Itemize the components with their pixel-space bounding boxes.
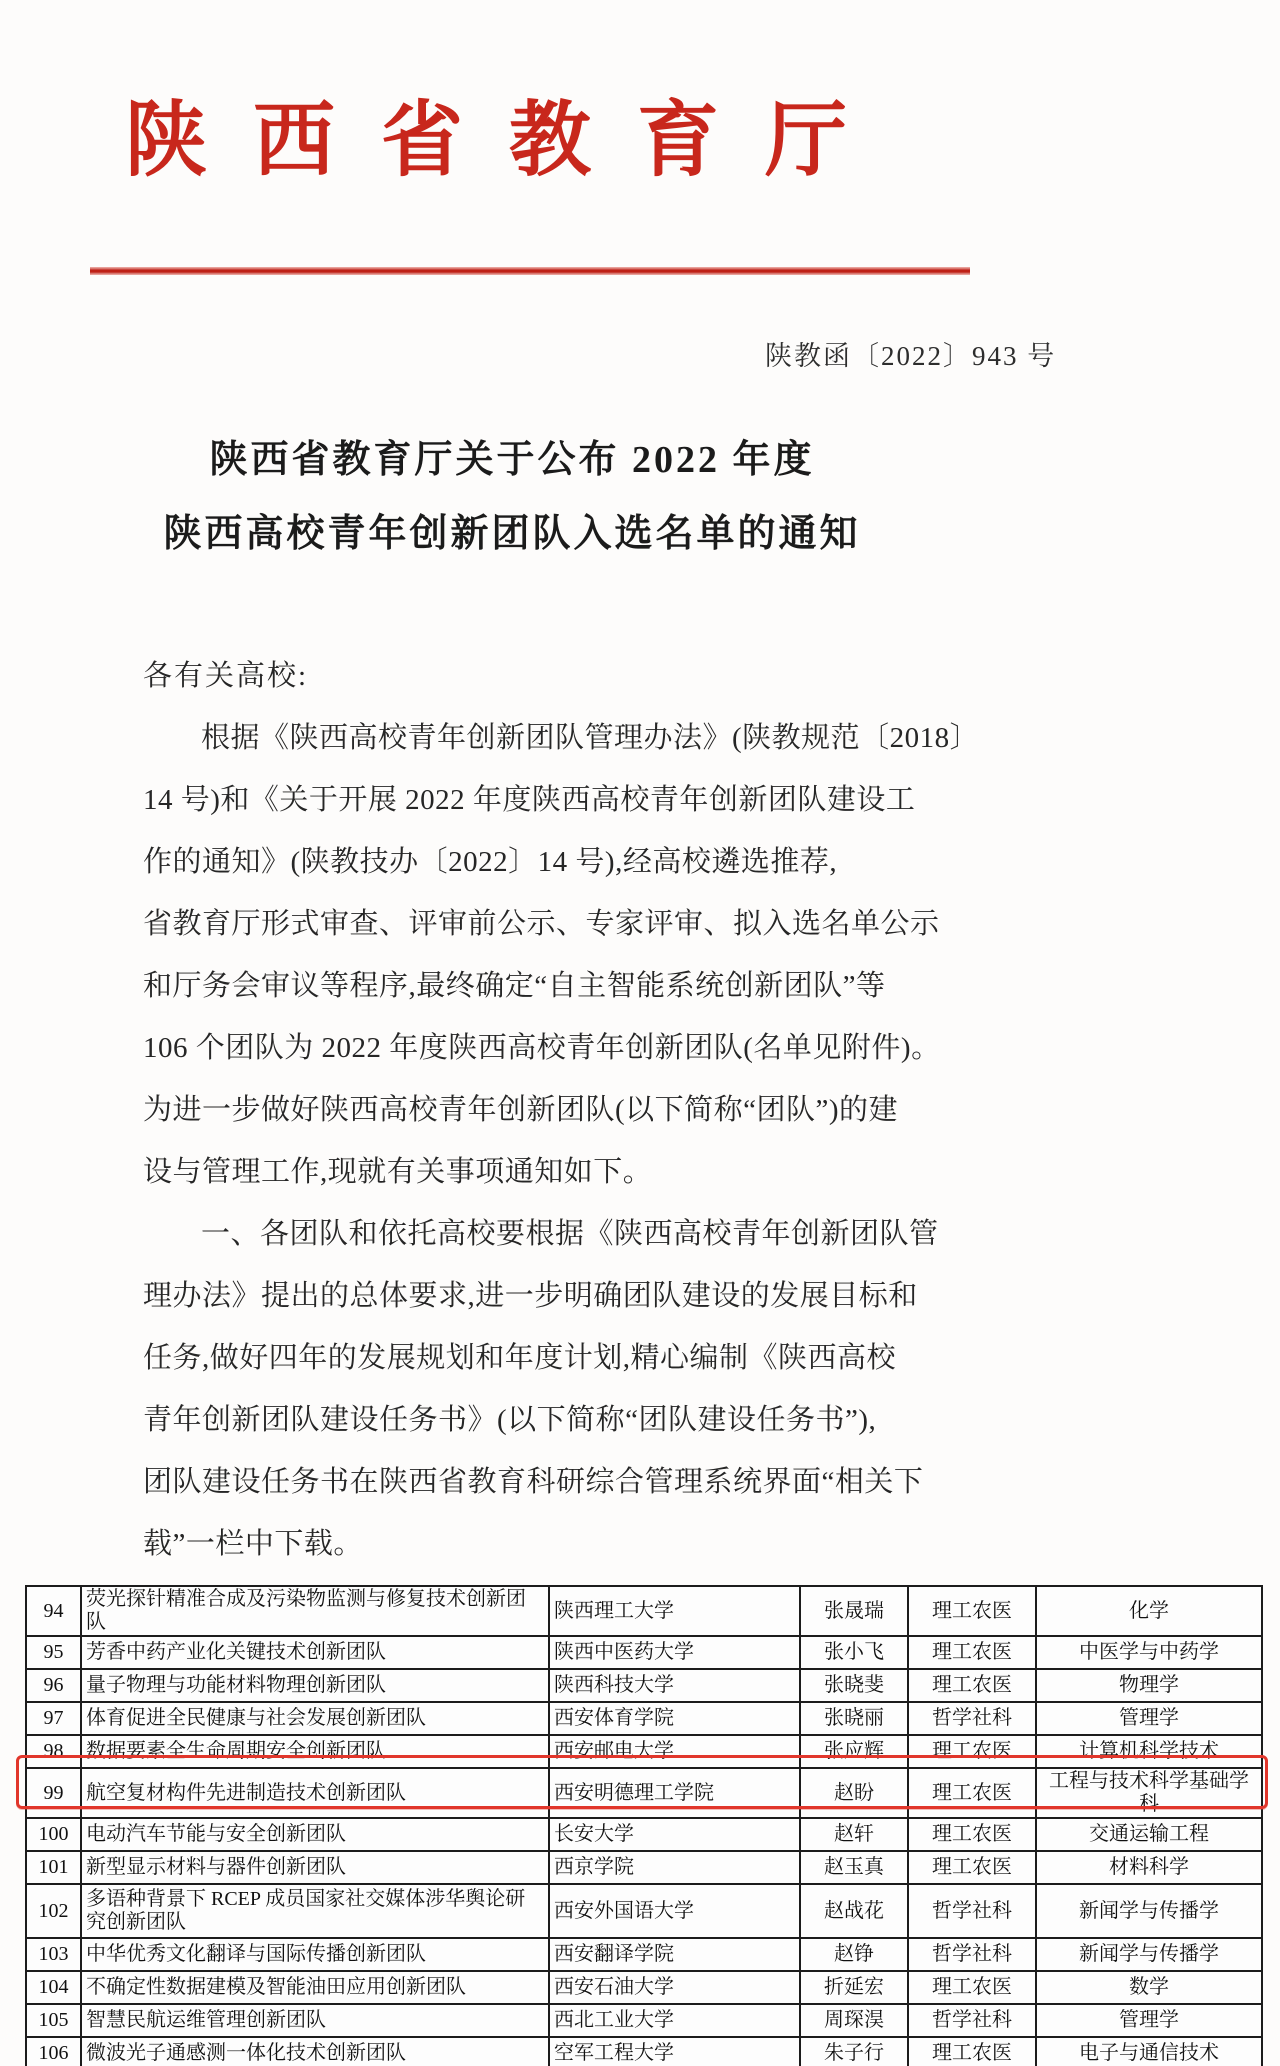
cell-university: 西安邮电大学 — [549, 1735, 800, 1768]
cell-category: 理工农医 — [908, 1735, 1036, 1768]
cell-category: 理工农医 — [908, 1971, 1036, 2004]
cell-category: 理工农医 — [908, 1818, 1036, 1851]
cell-university: 空军工程大学 — [549, 2037, 800, 2066]
cell-row-number: 103 — [26, 1938, 81, 1971]
cell-category: 理工农医 — [908, 1768, 1036, 1818]
cell-team-name: 微波光子通感测一体化技术创新团队 — [81, 2037, 549, 2066]
cell-discipline: 材料科学 — [1036, 1851, 1262, 1884]
letter-body — [143, 645, 980, 1575]
body-line-11: 任务,做好四年的发展规划和年度计划,精心编制《陕西高校 — [143, 1342, 897, 1374]
body-line-4: 省教育厅形式审查、评审前公示、专家评审、拟入选名单公示 — [143, 908, 940, 940]
cell-row-number: 106 — [26, 2037, 81, 2066]
table-row-97 — [26, 1702, 1262, 1735]
cell-category: 理工农医 — [908, 1586, 1036, 1636]
body-line-1: 根据《陕西高校青年创新团队管理办法》(陕教规范〔2018〕 — [201, 722, 980, 754]
cell-category: 哲学社科 — [908, 1938, 1036, 1971]
body-line-3: 作的通知》(陕教技办〔2022〕14 号),经高校遴选推荐, — [143, 846, 838, 878]
cell-discipline: 数学 — [1036, 1971, 1262, 2004]
cell-row-number: 97 — [26, 1702, 81, 1735]
cell-discipline: 交通运输工程 — [1036, 1818, 1262, 1851]
body-line-12: 青年创新团队建设任务书》(以下简称“团队建设任务书”), — [143, 1404, 877, 1436]
table-row-96 — [26, 1669, 1262, 1702]
body-line-9: 一、各团队和依托高校要根据《陕西高校青年创新团队管 — [201, 1218, 939, 1250]
table-row-106 — [26, 2037, 1262, 2066]
cell-row-number: 98 — [26, 1735, 81, 1768]
cell-university: 西北工业大学 — [549, 2004, 800, 2037]
body-line-5: 和厅务会审议等程序,最终确定“自主智能系统创新团队”等 — [143, 970, 886, 1002]
body-line-14: 载”一栏中下载。 — [143, 1528, 363, 1560]
body-line-7: 为进一步做好陕西高校青年创新团队(以下简称“团队”)的建 — [143, 1094, 899, 1126]
cell-team-name: 数据要素全生命周期安全创新团队 — [81, 1735, 549, 1768]
letterhead-divider-rule — [90, 267, 970, 275]
cell-team-name: 芳香中药产业化关键技术创新团队 — [81, 1636, 549, 1669]
cell-row-number: 95 — [26, 1636, 81, 1669]
body-line-8: 设与管理工作,现就有关事项通知如下。 — [143, 1156, 653, 1188]
cell-category: 哲学社科 — [908, 2004, 1036, 2037]
cell-discipline: 管理学 — [1036, 1702, 1262, 1735]
cell-row-number: 105 — [26, 2004, 81, 2037]
cell-row-number: 96 — [26, 1669, 81, 1702]
table-row-103 — [26, 1938, 1262, 1971]
cell-team-name: 电动汽车节能与安全创新团队 — [81, 1818, 549, 1851]
cell-team-name: 体育促进全民健康与社会发展创新团队 — [81, 1702, 549, 1735]
document-number: 陕教函〔2022〕943 号 — [765, 341, 1057, 371]
cell-leader: 赵铮 — [800, 1938, 908, 1971]
cell-university: 陕西科技大学 — [549, 1669, 800, 1702]
notice-title-line2: 陕西高校青年创新团队入选名单的通知 — [163, 513, 861, 555]
cell-team-name: 中华优秀文化翻译与国际传播创新团队 — [81, 1938, 549, 1971]
cell-university: 西安石油大学 — [549, 1971, 800, 2004]
cell-leader: 朱子行 — [800, 2037, 908, 2066]
cell-leader: 周琛淏 — [800, 2004, 908, 2037]
table-row-95 — [26, 1636, 1262, 1669]
cell-discipline: 管理学 — [1036, 2004, 1262, 2037]
cell-university: 长安大学 — [549, 1818, 800, 1851]
cell-leader: 赵玉真 — [800, 1851, 908, 1884]
table-row-94 — [26, 1586, 1262, 1636]
cell-row-number: 104 — [26, 1971, 81, 2004]
table-row-101 — [26, 1851, 1262, 1884]
table-row-102 — [26, 1884, 1262, 1938]
cell-university: 西安翻译学院 — [549, 1938, 800, 1971]
table-row-99-highlighted — [26, 1768, 1262, 1818]
team-list-table — [25, 1585, 1263, 2066]
cell-category: 理工农医 — [908, 1851, 1036, 1884]
cell-row-number: 99 — [26, 1768, 81, 1818]
cell-discipline: 化学 — [1036, 1586, 1262, 1636]
cell-discipline: 物理学 — [1036, 1669, 1262, 1702]
cell-leader: 张小飞 — [800, 1636, 908, 1669]
cell-discipline: 工程与技术科学基础学科 — [1036, 1768, 1262, 1818]
cell-row-number: 100 — [26, 1818, 81, 1851]
cell-leader: 张应辉 — [800, 1735, 908, 1768]
cell-row-number: 102 — [26, 1884, 81, 1938]
body-line-13: 团队建设任务书在陕西省教育科研综合管理系统界面“相关下 — [143, 1466, 924, 1498]
cell-discipline: 电子与通信技术 — [1036, 2037, 1262, 2066]
cell-category: 哲学社科 — [908, 1702, 1036, 1735]
cell-university: 西京学院 — [549, 1851, 800, 1884]
cell-university: 西安体育学院 — [549, 1702, 800, 1735]
cell-row-number: 101 — [26, 1851, 81, 1884]
cell-discipline: 中医学与中药学 — [1036, 1636, 1262, 1669]
cell-team-name: 航空复材构件先进制造技术创新团队 — [81, 1768, 549, 1818]
cell-leader: 赵轩 — [800, 1818, 908, 1851]
cell-leader: 张晟瑞 — [800, 1586, 908, 1636]
cell-team-name: 量子物理与功能材料物理创新团队 — [81, 1669, 549, 1702]
body-line-6: 106 个团队为 2022 年度陕西高校青年创新团队(名单见附件)。 — [143, 1032, 941, 1064]
table-row-98 — [26, 1735, 1262, 1768]
cell-discipline: 新闻学与传播学 — [1036, 1938, 1262, 1971]
cell-university: 陕西中医药大学 — [549, 1636, 800, 1669]
cell-team-name: 不确定性数据建模及智能油田应用创新团队 — [81, 1971, 549, 2004]
notice-title-line1: 陕西省教育厅关于公布 2022 年度 — [209, 439, 815, 481]
cell-leader: 张晓丽 — [800, 1702, 908, 1735]
cell-discipline: 新闻学与传播学 — [1036, 1884, 1262, 1938]
table-row-105 — [26, 2004, 1262, 2037]
cell-leader: 赵盼 — [800, 1768, 908, 1818]
cell-leader: 张晓斐 — [800, 1669, 908, 1702]
cell-discipline: 计算机科学技术 — [1036, 1735, 1262, 1768]
cell-category: 理工农医 — [908, 2037, 1036, 2066]
cell-team-name: 智慧民航运维管理创新团队 — [81, 2004, 549, 2037]
table-row-104 — [26, 1971, 1262, 2004]
cell-team-name: 荧光探针精准合成及污染物监测与修复技术创新团队 — [81, 1586, 549, 1636]
cell-leader: 赵战花 — [800, 1884, 908, 1938]
cell-category: 哲学社科 — [908, 1884, 1036, 1938]
cell-category: 理工农医 — [908, 1669, 1036, 1702]
cell-university: 西安外国语大学 — [549, 1884, 800, 1938]
cell-leader: 折延宏 — [800, 1971, 908, 2004]
cell-category: 理工农医 — [908, 1636, 1036, 1669]
letterhead-agency-title: 陕西省教育厅 — [125, 95, 894, 186]
cell-university: 陕西理工大学 — [549, 1586, 800, 1636]
cell-team-name: 多语种背景下 RCEP 成员国家社交媒体涉华舆论研究创新团队 — [81, 1884, 549, 1938]
body-line-10: 理办法》提出的总体要求,进一步明确团队建设的发展目标和 — [143, 1280, 918, 1312]
table-row-100 — [26, 1818, 1262, 1851]
cell-university: 西安明德理工学院 — [549, 1768, 800, 1818]
cell-row-number: 94 — [26, 1586, 81, 1636]
body-salutation: 各有关高校: — [143, 660, 309, 692]
body-line-2: 14 号)和《关于开展 2022 年度陕西高校青年创新团队建设工 — [143, 784, 916, 816]
cell-team-name: 新型显示材料与器件创新团队 — [81, 1851, 549, 1884]
